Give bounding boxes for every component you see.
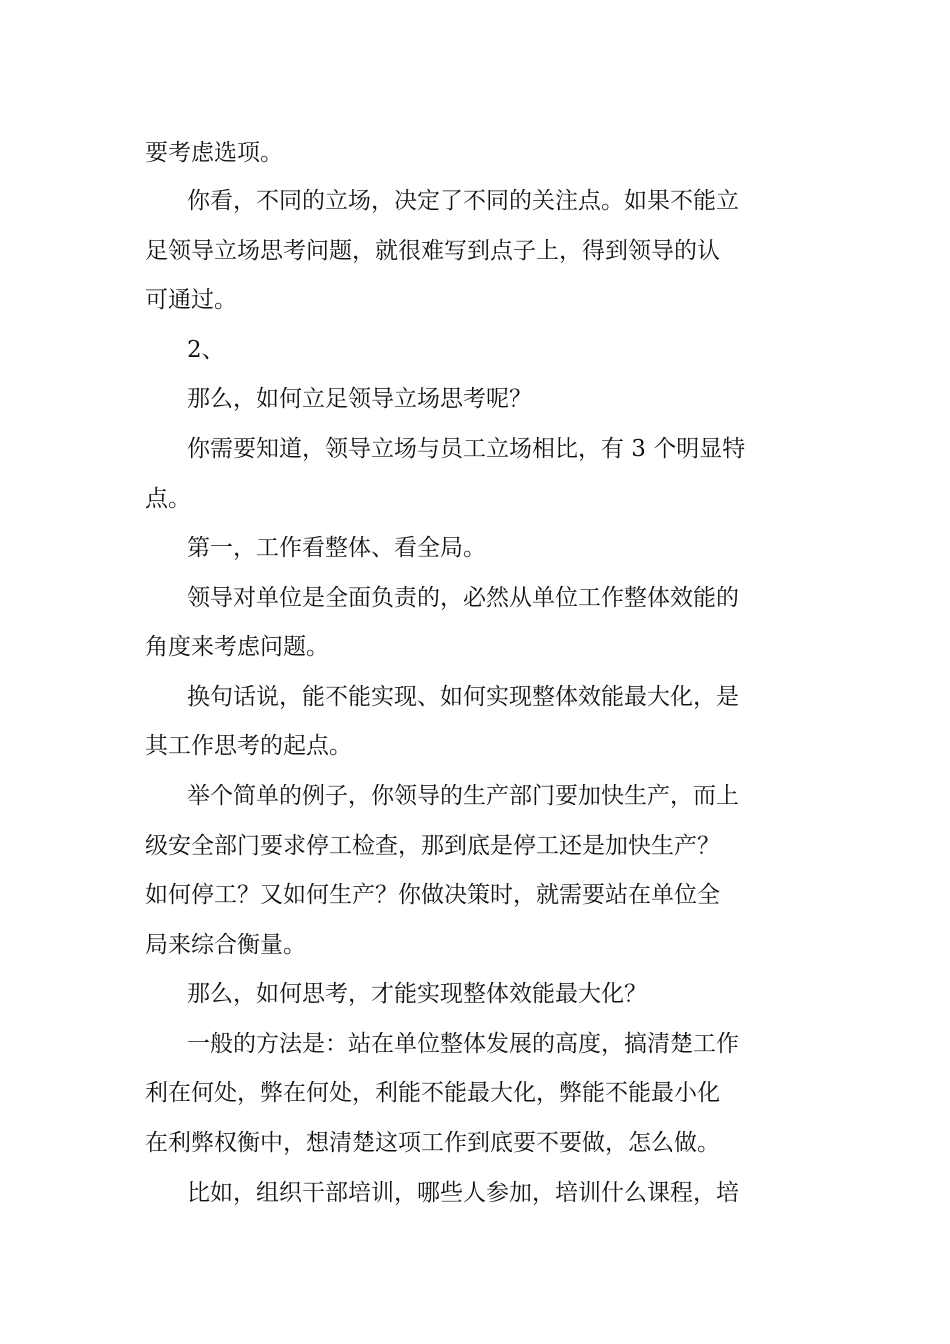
paragraph-line: 举个简单的例子，你领导的生产部门要加快生产，而上 — [187, 783, 739, 809]
text-line: 要考虑选项。 — [145, 140, 283, 166]
paragraph-line: 一般的方法是：站在单位整体发展的高度，搞清楚工作 — [187, 1031, 739, 1057]
paragraph-line: 领导对单位是全面负责的，必然从单位工作整体效能的 — [187, 585, 739, 611]
text-line: 局来综合衡量。 — [145, 932, 306, 958]
paragraph-line: 那么，如何思考，才能实现整体效能最大化？ — [187, 981, 647, 1007]
text-line: 在利弊权衡中，想清楚这项工作到底要不要做，怎么做。 — [145, 1130, 720, 1156]
text-line: 足领导立场思考问题，就很难写到点子上，得到领导的认 — [145, 238, 720, 264]
paragraph-line: 换句话说，能不能实现、如何实现整体效能最大化，是 — [187, 684, 739, 710]
paragraph-line: 你需要知道，领导立场与员工立场相比，有 3 个明显特 — [187, 436, 746, 462]
text-line: 其工作思考的起点。 — [145, 733, 352, 759]
text-line: 利在何处，弊在何处，利能不能最大化，弊能不能最小化 — [145, 1080, 720, 1106]
paragraph-line: 那么，如何立足领导立场思考呢？ — [187, 386, 532, 412]
text-line: 角度来考虑问题。 — [145, 634, 329, 660]
text-line: 如何停工？又如何生产？你做决策时，就需要站在单位全 — [145, 882, 720, 908]
section-number: 2、 — [187, 337, 225, 363]
text-line: 点。 — [145, 486, 191, 512]
paragraph-line: 比如，组织干部培训，哪些人参加，培训什么课程，培 — [187, 1180, 739, 1206]
paragraph-line: 第一，工作看整体、看全局。 — [187, 535, 486, 561]
text-line: 可通过。 — [145, 287, 237, 313]
paragraph-line: 你看，不同的立场，决定了不同的关注点。如果不能立 — [187, 188, 739, 214]
text-line: 级安全部门要求停工检查，那到底是停工还是加快生产？ — [145, 833, 720, 859]
